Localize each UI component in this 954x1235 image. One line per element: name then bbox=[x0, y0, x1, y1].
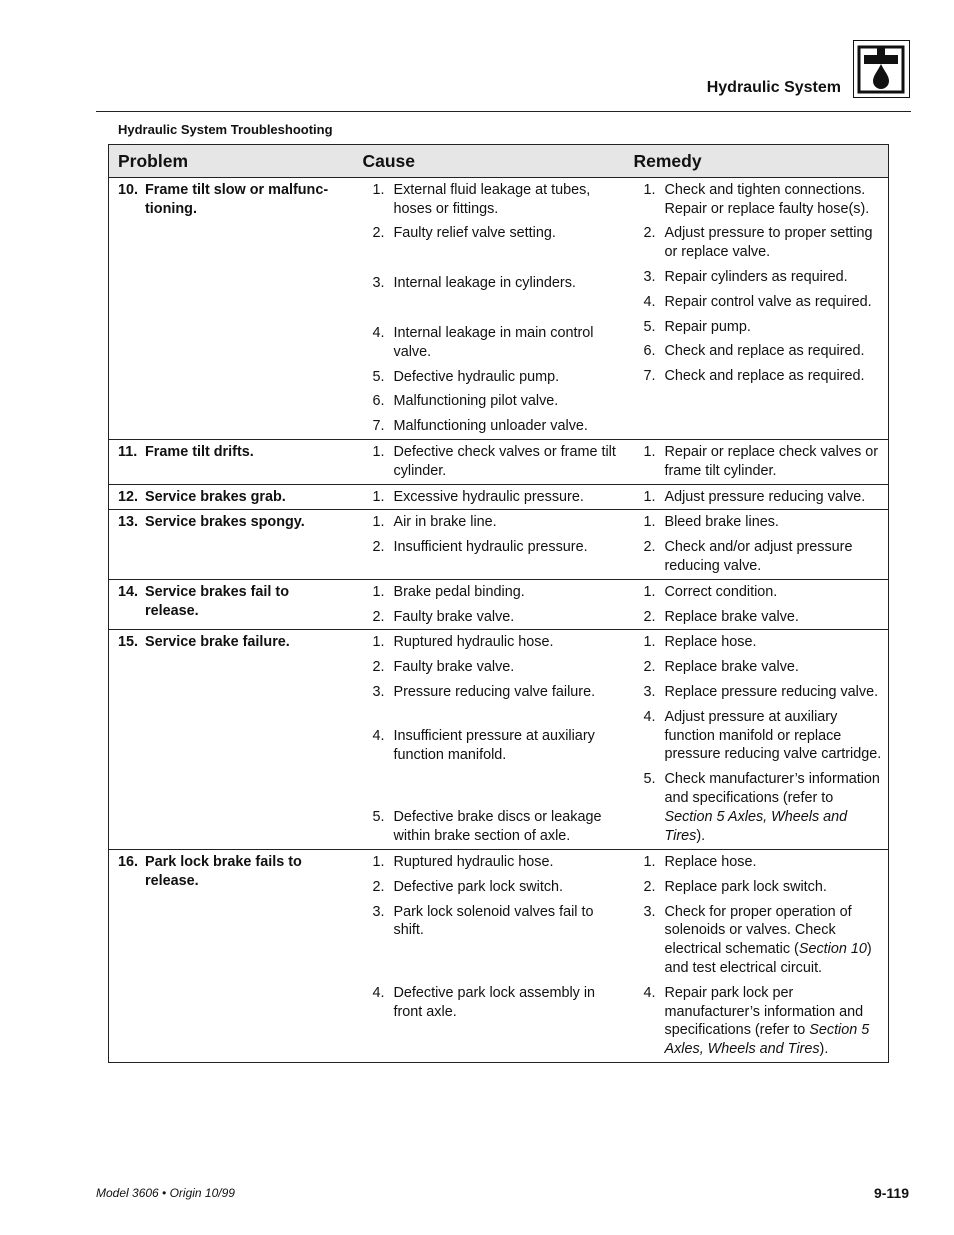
cause-item bbox=[363, 608, 623, 627]
cause-item bbox=[363, 181, 623, 219]
cause-item bbox=[363, 727, 623, 765]
cause-item-number: 1. bbox=[372, 853, 385, 870]
page-header-title: Hydraulic System bbox=[706, 79, 841, 96]
remedy-item-text: Repair pump. bbox=[664, 318, 751, 335]
cause-item-number: 1. bbox=[372, 583, 385, 600]
cause-cell bbox=[354, 439, 625, 484]
remedy-item bbox=[634, 367, 887, 386]
remedy-item-text: Check and replace as required. bbox=[664, 368, 865, 385]
cause-item-number: 4. bbox=[372, 985, 385, 1002]
cause-item bbox=[363, 658, 623, 677]
problem-number: 11. bbox=[118, 443, 138, 460]
remedy-item bbox=[634, 443, 887, 481]
remedy-item bbox=[634, 633, 887, 652]
remedy-item-number: 1. bbox=[643, 514, 656, 531]
problem-text: Service brakes spongy. bbox=[145, 514, 305, 531]
remedy-item-text: Replace brake valve. bbox=[664, 659, 799, 676]
remedy-item-number: 1. bbox=[643, 443, 656, 460]
remedy-item-text: Repair or replace check valves or frame tilt cylinder. bbox=[664, 443, 879, 479]
remedy-item bbox=[634, 342, 887, 361]
problem-cell bbox=[109, 484, 354, 510]
problem-cell bbox=[109, 439, 354, 484]
cause-item bbox=[363, 853, 623, 872]
remedy-item-text: Replace park lock switch. bbox=[664, 878, 827, 895]
remedy-cell bbox=[625, 484, 889, 510]
cause-item-text: Insufficient pressure at auxiliary function manifold. bbox=[393, 727, 595, 763]
remedy-item bbox=[634, 293, 887, 312]
cause-item-number: 2. bbox=[372, 608, 385, 625]
table-row bbox=[109, 439, 889, 484]
cause-item-number: 3. bbox=[372, 683, 385, 700]
section-title: Hydraulic System Troubleshooting bbox=[118, 122, 333, 137]
table-row bbox=[109, 630, 889, 850]
cause-item-text: Internal leakage in cylinders. bbox=[393, 275, 576, 292]
cause-item-text: Defective park lock assembly in front axle. bbox=[393, 985, 596, 1020]
cause-item-number: 2. bbox=[372, 225, 385, 242]
cause-item-text: Park lock solenoid valves fail to shift. bbox=[393, 903, 594, 939]
remedy-item-text: Check and replace as required. bbox=[664, 343, 865, 360]
cause-item-text: Pressure reducing valve failure. bbox=[393, 683, 596, 700]
cause-item bbox=[363, 984, 623, 1022]
cause-item-number: 4. bbox=[372, 727, 385, 744]
remedy-item-number: 2. bbox=[643, 225, 656, 242]
problem-number: 14. bbox=[118, 583, 139, 600]
problem-text: Park lock brake fails to release. bbox=[145, 853, 302, 889]
remedy-item-text: Repair park lock per manufacturer’s information and specifications (refer to Section 5 Axles, Wheels and Tires). bbox=[664, 984, 870, 1058]
remedy-item bbox=[634, 224, 887, 262]
remedy-item-text: Correct condition. bbox=[664, 583, 778, 600]
table-row bbox=[109, 177, 889, 439]
remedy-cell bbox=[625, 510, 889, 579]
cause-item-number: 4. bbox=[372, 324, 385, 341]
cause-item bbox=[363, 224, 623, 243]
table-row bbox=[109, 579, 889, 630]
problem-cell bbox=[109, 177, 354, 439]
cause-item-number: 1. bbox=[372, 488, 385, 505]
problem-text: Frame tilt drifts. bbox=[145, 443, 254, 460]
remedy-cell bbox=[625, 177, 889, 439]
cause-item-number: 2. bbox=[372, 539, 385, 556]
cause-item-number: 1. bbox=[372, 181, 385, 198]
cause-item bbox=[363, 513, 623, 532]
problem-text: Service brakes grab. bbox=[145, 488, 286, 505]
remedy-item-number: 2. bbox=[643, 608, 656, 625]
header-rule bbox=[96, 111, 911, 112]
remedy-item bbox=[634, 583, 887, 602]
table-row bbox=[109, 510, 889, 579]
cause-item-text: Defective brake discs or leakage within brake section of axle. bbox=[393, 809, 602, 845]
remedy-item-text: Adjust pressure reducing valve. bbox=[664, 488, 866, 505]
cause-item-text: Ruptured hydraulic hose. bbox=[393, 634, 554, 651]
troubleshooting-table-wrapper bbox=[108, 144, 888, 1063]
remedy-cell bbox=[625, 439, 889, 484]
cause-cell bbox=[354, 849, 625, 1062]
problem-number: 15. bbox=[118, 634, 139, 651]
remedy-item bbox=[634, 181, 887, 219]
remedy-item bbox=[634, 708, 887, 764]
remedy-item-number: 4. bbox=[643, 984, 656, 1001]
remedy-item-number: 5. bbox=[643, 318, 656, 335]
remedy-item-number: 3. bbox=[643, 268, 656, 285]
cause-item bbox=[363, 274, 623, 293]
column-header-problem: Problem bbox=[109, 145, 354, 178]
cause-item-number: 6. bbox=[372, 393, 385, 410]
cause-cell bbox=[354, 579, 625, 630]
troubleshooting-table bbox=[108, 144, 889, 1063]
hydraulic-fluid-drop-icon bbox=[853, 40, 910, 98]
remedy-item-text: Repair cylinders as required. bbox=[664, 268, 848, 285]
table-body bbox=[109, 177, 889, 1062]
remedy-item-text: Check manufacturer’s information and specifications (refer to Section 5 Axles, Wheels and Tires). bbox=[664, 771, 880, 844]
cause-item-number: 1. bbox=[372, 634, 385, 651]
remedy-item bbox=[634, 488, 887, 507]
cause-item bbox=[363, 538, 623, 557]
remedy-item-text: Bleed brake lines. bbox=[664, 514, 779, 531]
footer-page-number: 9-119 bbox=[873, 1185, 909, 1201]
cause-item bbox=[363, 808, 623, 846]
remedy-cell bbox=[625, 849, 889, 1062]
problem-cell bbox=[109, 510, 354, 579]
remedy-item bbox=[634, 903, 887, 978]
table-row bbox=[109, 484, 889, 510]
problem-number: 12. bbox=[118, 488, 139, 505]
cause-item-text: Insufficient hydraulic pressure. bbox=[393, 539, 588, 556]
cause-item bbox=[363, 488, 623, 507]
remedy-item-text: Replace pressure reducing valve. bbox=[664, 683, 879, 700]
cause-item-number: 3. bbox=[372, 275, 385, 292]
cause-item-number: 2. bbox=[372, 659, 385, 676]
remedy-item bbox=[634, 984, 887, 1059]
remedy-item-number: 1. bbox=[643, 181, 656, 198]
cause-item-number: 5. bbox=[372, 368, 385, 385]
problem-number: 13. bbox=[118, 514, 139, 531]
cause-item-text: Brake pedal binding. bbox=[393, 583, 525, 600]
cause-item-text: Faulty brake valve. bbox=[393, 608, 515, 625]
cause-item-number: 7. bbox=[372, 418, 385, 435]
remedy-item-number: 2. bbox=[643, 878, 656, 895]
problem-number: 16. bbox=[118, 853, 139, 870]
remedy-cell bbox=[625, 630, 889, 850]
cause-item-text: Defective check valves or frame tilt cylinder. bbox=[393, 443, 616, 479]
remedy-item bbox=[634, 878, 887, 897]
remedy-item bbox=[634, 683, 887, 702]
cause-item bbox=[363, 417, 623, 436]
cause-item-text: Faulty brake valve. bbox=[393, 659, 515, 676]
problem-text: Frame tilt slow or malfunc- tioning. bbox=[145, 181, 329, 217]
cause-item-text: Air in brake line. bbox=[393, 514, 497, 531]
remedy-item-text: Adjust pressure at auxiliary function manifold or replace pressure reducing valve cartridge. bbox=[664, 708, 882, 763]
remedy-item-text: Check for proper operation of solenoids or valves. Check electrical schematic (Section 10) and test electrical circuit. bbox=[664, 903, 872, 976]
cause-item bbox=[363, 583, 623, 602]
remedy-cell bbox=[625, 579, 889, 630]
problem-cell bbox=[109, 849, 354, 1062]
cause-item-number: 2. bbox=[372, 878, 385, 895]
remedy-item-number: 1. bbox=[643, 634, 656, 651]
cause-cell bbox=[354, 177, 625, 439]
remedy-item-text: Adjust pressure to proper setting or replace valve. bbox=[664, 225, 873, 261]
remedy-item bbox=[634, 853, 887, 872]
cause-item-text: Defective park lock switch. bbox=[393, 878, 564, 895]
cause-item bbox=[363, 368, 623, 387]
column-header-cause: Cause bbox=[354, 145, 625, 178]
problem-number: 10. bbox=[118, 181, 139, 198]
column-header-remedy: Remedy bbox=[625, 145, 889, 178]
remedy-item-text: Repair control valve as required. bbox=[664, 293, 872, 310]
remedy-item bbox=[634, 513, 887, 532]
remedy-item-text: Replace hose. bbox=[664, 853, 757, 870]
remedy-item bbox=[634, 658, 887, 677]
table-header-row bbox=[109, 145, 889, 178]
remedy-item-number: 6. bbox=[643, 343, 656, 360]
cause-item bbox=[363, 683, 623, 702]
remedy-item-number: 4. bbox=[643, 708, 656, 725]
remedy-item bbox=[634, 268, 887, 287]
cause-item-text: External fluid leakage at tubes, hoses or fittings. bbox=[393, 181, 591, 217]
remedy-item-text: Replace brake valve. bbox=[664, 608, 799, 625]
remedy-item-text: Check and tighten connections. Repair or replace faulty hose(s). bbox=[664, 181, 870, 217]
cause-item-number: 1. bbox=[372, 514, 385, 531]
remedy-item-number: 2. bbox=[643, 659, 656, 676]
problem-text: Service brakes fail to release. bbox=[145, 583, 289, 619]
footer-model-origin: Model 3606 • Origin 10/99 bbox=[96, 1186, 235, 1200]
cause-item bbox=[363, 878, 623, 897]
cause-item-text: Faulty relief valve setting. bbox=[393, 225, 556, 242]
cause-item bbox=[363, 443, 623, 481]
remedy-item bbox=[634, 318, 887, 337]
remedy-item-number: 1. bbox=[643, 583, 656, 600]
cause-cell bbox=[354, 484, 625, 510]
remedy-item-text: Check and/or adjust pressure reducing valve. bbox=[664, 539, 853, 574]
cause-item bbox=[363, 324, 623, 362]
cause-item-text: Ruptured hydraulic hose. bbox=[393, 853, 554, 870]
problem-text: Service brake failure. bbox=[145, 634, 290, 651]
cause-item-text: Malfunctioning unloader valve. bbox=[393, 418, 588, 435]
cause-item-text: Defective hydraulic pump. bbox=[393, 368, 560, 385]
cause-cell bbox=[354, 630, 625, 850]
cause-item bbox=[363, 392, 623, 411]
remedy-item-number: 1. bbox=[643, 488, 656, 505]
remedy-item-number: 7. bbox=[643, 368, 656, 385]
remedy-item bbox=[634, 538, 887, 576]
remedy-item-text: Replace hose. bbox=[664, 634, 757, 651]
remedy-item-number: 5. bbox=[643, 771, 656, 788]
cause-item-number: 1. bbox=[372, 443, 385, 460]
cause-item bbox=[363, 903, 623, 941]
remedy-item bbox=[634, 770, 887, 845]
remedy-item-number: 3. bbox=[643, 683, 656, 700]
table-row bbox=[109, 849, 889, 1062]
cause-item-number: 3. bbox=[372, 903, 385, 920]
remedy-item-number: 3. bbox=[643, 903, 656, 920]
remedy-item-number: 4. bbox=[643, 293, 656, 310]
problem-cell bbox=[109, 630, 354, 850]
cause-item-text: Internal leakage in main control valve. bbox=[393, 324, 594, 360]
remedy-item-number: 1. bbox=[643, 853, 656, 870]
cause-item bbox=[363, 633, 623, 652]
remedy-item bbox=[634, 608, 887, 627]
cause-cell bbox=[354, 510, 625, 579]
cause-item-text: Excessive hydraulic pressure. bbox=[393, 488, 584, 505]
cause-item-text: Malfunctioning pilot valve. bbox=[393, 393, 559, 410]
problem-cell bbox=[109, 579, 354, 630]
cause-item-number: 5. bbox=[372, 809, 385, 826]
remedy-item-number: 2. bbox=[643, 539, 656, 556]
